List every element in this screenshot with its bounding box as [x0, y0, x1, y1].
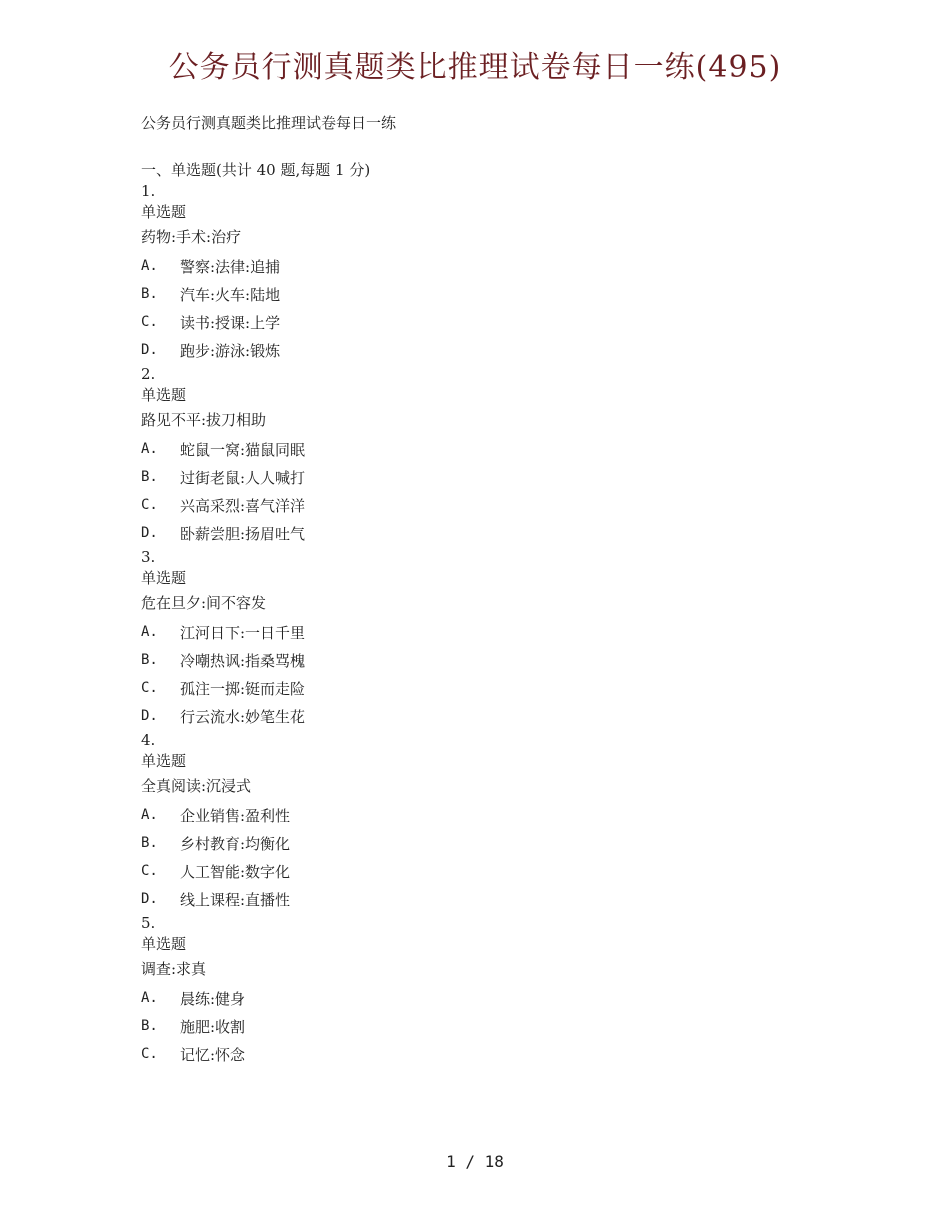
- option-text: 晨练:健身: [180, 989, 246, 1008]
- option-letter: A.: [141, 807, 158, 823]
- option-letter: C.: [141, 1046, 158, 1062]
- option-letter: B.: [141, 286, 158, 302]
- option-letter: C.: [141, 863, 158, 879]
- option-letter: D.: [141, 891, 158, 907]
- option-text: 跑步:游泳:锻炼: [180, 341, 281, 360]
- option-text: 警察:法律:追捕: [180, 257, 281, 276]
- option-b[interactable]: [141, 463, 841, 491]
- option-letter: C.: [141, 680, 158, 696]
- page-indicator: 1 / 18: [446, 1152, 504, 1171]
- option-text: 江河日下:一日千里: [180, 623, 306, 642]
- question-stem: 药物:手术:治疗: [141, 228, 242, 246]
- document-body: [141, 112, 841, 1068]
- option-b[interactable]: [141, 829, 841, 857]
- option-text: 冷嘲热讽:指桑骂槐: [180, 651, 306, 670]
- question-type: 单选题: [141, 386, 187, 404]
- option-text: 卧薪尝胆:扬眉吐气: [180, 524, 306, 543]
- option-letter: D.: [141, 708, 158, 724]
- option-letter: D.: [141, 342, 158, 358]
- option-letter: C.: [141, 497, 158, 513]
- question-number: 1.: [141, 182, 156, 200]
- option-c[interactable]: [141, 857, 841, 885]
- question-type: 单选题: [141, 752, 187, 770]
- option-letter: A.: [141, 441, 158, 457]
- question-1: [141, 182, 841, 364]
- option-c[interactable]: [141, 1040, 841, 1068]
- question-type: 单选题: [141, 569, 187, 587]
- option-text: 企业销售:盈利性: [180, 806, 291, 825]
- option-text: 孤注一掷:铤而走险: [180, 679, 306, 698]
- document-title: 公务员行测真题类比推理试卷每日一练(495): [168, 50, 782, 85]
- option-b[interactable]: [141, 1012, 841, 1040]
- option-c[interactable]: [141, 674, 841, 702]
- question-stem: 危在旦夕:间不容发: [141, 594, 267, 612]
- question-stem: 路见不平:拔刀相助: [141, 411, 267, 429]
- option-text: 过街老鼠:人人喊打: [180, 468, 306, 487]
- option-d[interactable]: [141, 519, 841, 547]
- option-text: 人工智能:数字化: [180, 862, 291, 881]
- option-c[interactable]: [141, 308, 841, 336]
- option-text: 乡村教育:均衡化: [180, 834, 291, 853]
- option-letter: A.: [141, 258, 158, 274]
- option-a[interactable]: [141, 801, 841, 829]
- option-text: 施肥:收割: [180, 1017, 246, 1036]
- option-letter: B.: [141, 1018, 158, 1034]
- question-type: 单选题: [141, 935, 187, 953]
- option-text: 兴高采烈:喜气洋洋: [180, 496, 306, 515]
- section-heading: 一、单选题(共计 40 题,每题 1 分): [141, 161, 371, 179]
- option-d[interactable]: [141, 885, 841, 913]
- option-a[interactable]: [141, 618, 841, 646]
- question-type: 单选题: [141, 203, 187, 221]
- option-a[interactable]: [141, 252, 841, 280]
- option-letter: B.: [141, 652, 158, 668]
- option-text: 汽车:火车:陆地: [180, 285, 281, 304]
- option-letter: D.: [141, 525, 158, 541]
- option-letter: A.: [141, 990, 158, 1006]
- question-number: 4.: [141, 731, 156, 749]
- option-d[interactable]: [141, 336, 841, 364]
- option-text: 线上课程:直播性: [180, 890, 291, 909]
- question-4: [141, 731, 841, 913]
- option-letter: C.: [141, 314, 158, 330]
- option-letter: A.: [141, 624, 158, 640]
- question-number: 2.: [141, 365, 156, 383]
- option-b[interactable]: [141, 280, 841, 308]
- question-5: [141, 914, 841, 1068]
- option-text: 行云流水:妙笔生花: [180, 707, 306, 726]
- option-d[interactable]: [141, 702, 841, 730]
- option-b[interactable]: [141, 646, 841, 674]
- question-3: [141, 548, 841, 730]
- question-stem: 调查:求真: [141, 960, 207, 978]
- option-text: 记忆:怀念: [180, 1045, 246, 1064]
- question-number: 5.: [141, 914, 156, 932]
- option-letter: B.: [141, 835, 158, 851]
- question-number: 3.: [141, 548, 156, 566]
- option-letter: B.: [141, 469, 158, 485]
- option-a[interactable]: [141, 435, 841, 463]
- option-a[interactable]: [141, 984, 841, 1012]
- question-2: [141, 365, 841, 547]
- option-text: 蛇鼠一窝:猫鼠同眠: [180, 440, 306, 459]
- option-c[interactable]: [141, 491, 841, 519]
- option-text: 读书:授课:上学: [180, 313, 281, 332]
- question-stem: 全真阅读:沉浸式: [141, 777, 252, 795]
- document-subtitle: 公务员行测真题类比推理试卷每日一练: [141, 114, 397, 132]
